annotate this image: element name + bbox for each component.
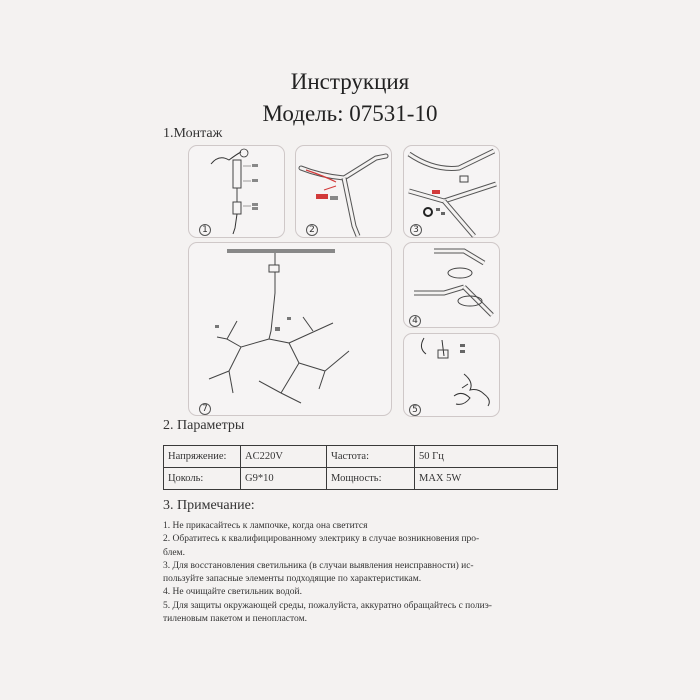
notes-list xyxy=(163,520,563,626)
step-number-badge: 5 xyxy=(409,404,421,416)
parameters-table xyxy=(163,445,558,490)
section-mount-heading: 1.Монтаж xyxy=(163,126,223,141)
assembled-chandelier-illustration xyxy=(189,243,393,417)
table-cell: Напряжение: xyxy=(164,446,241,468)
note-line: 2. Обратитесь к квалифицированному электрику в случае возникновения про- xyxy=(163,534,480,545)
step-number-badge: 2 xyxy=(306,224,318,236)
step-number-badge: 1 xyxy=(199,224,211,236)
mount-diagram-step-1 xyxy=(188,145,285,238)
note-line: 4. Не очищайте светильник водой. xyxy=(163,587,302,598)
table-cell: AC220V xyxy=(241,446,327,468)
note-line: блем. xyxy=(163,547,185,558)
section-params-heading: 2. Параметры xyxy=(163,418,245,433)
table-cell: Мощность: xyxy=(327,468,415,490)
table-cell: MAX 5W xyxy=(415,468,558,490)
mount-diagram-step-3 xyxy=(403,145,500,238)
table-cell: G9*10 xyxy=(241,468,327,490)
table-cell: Частота: xyxy=(327,446,415,468)
note-line: пользуйте запасные элементы подходящие по характеристикам. xyxy=(163,574,422,585)
table-cell: 50 Гц xyxy=(415,446,558,468)
mount-diagram-step-4 xyxy=(403,242,500,328)
step-number-badge: 3 xyxy=(410,224,422,236)
mount-diagram-step-7 xyxy=(188,242,392,416)
step-number-badge: 7 xyxy=(199,403,211,415)
table-row xyxy=(164,468,558,490)
note-line: 1. Не прикасайтесь к лампочке, когда она светится xyxy=(163,521,368,531)
step-number-badge: 4 xyxy=(409,315,421,327)
note-line: тиленовым пакетом и пенопластом. xyxy=(163,614,307,625)
mount-diagram-step-2 xyxy=(295,145,392,238)
section-notes-heading: 3. Примечание: xyxy=(163,498,255,513)
table-cell: Цоколь: xyxy=(164,468,241,490)
note-line: 5. Для защиты окружающей среды, пожалуйста, аккуратно обращайтесь с полиэ- xyxy=(163,600,492,611)
note-line: 3. Для восстановления светильника (в случаи выявления неисправности) ис- xyxy=(163,560,474,571)
mount-diagram-step-5 xyxy=(403,333,500,417)
table-row xyxy=(164,446,558,468)
document-title: Инструкция xyxy=(290,69,410,94)
model-number: Модель: 07531-10 xyxy=(262,101,438,126)
